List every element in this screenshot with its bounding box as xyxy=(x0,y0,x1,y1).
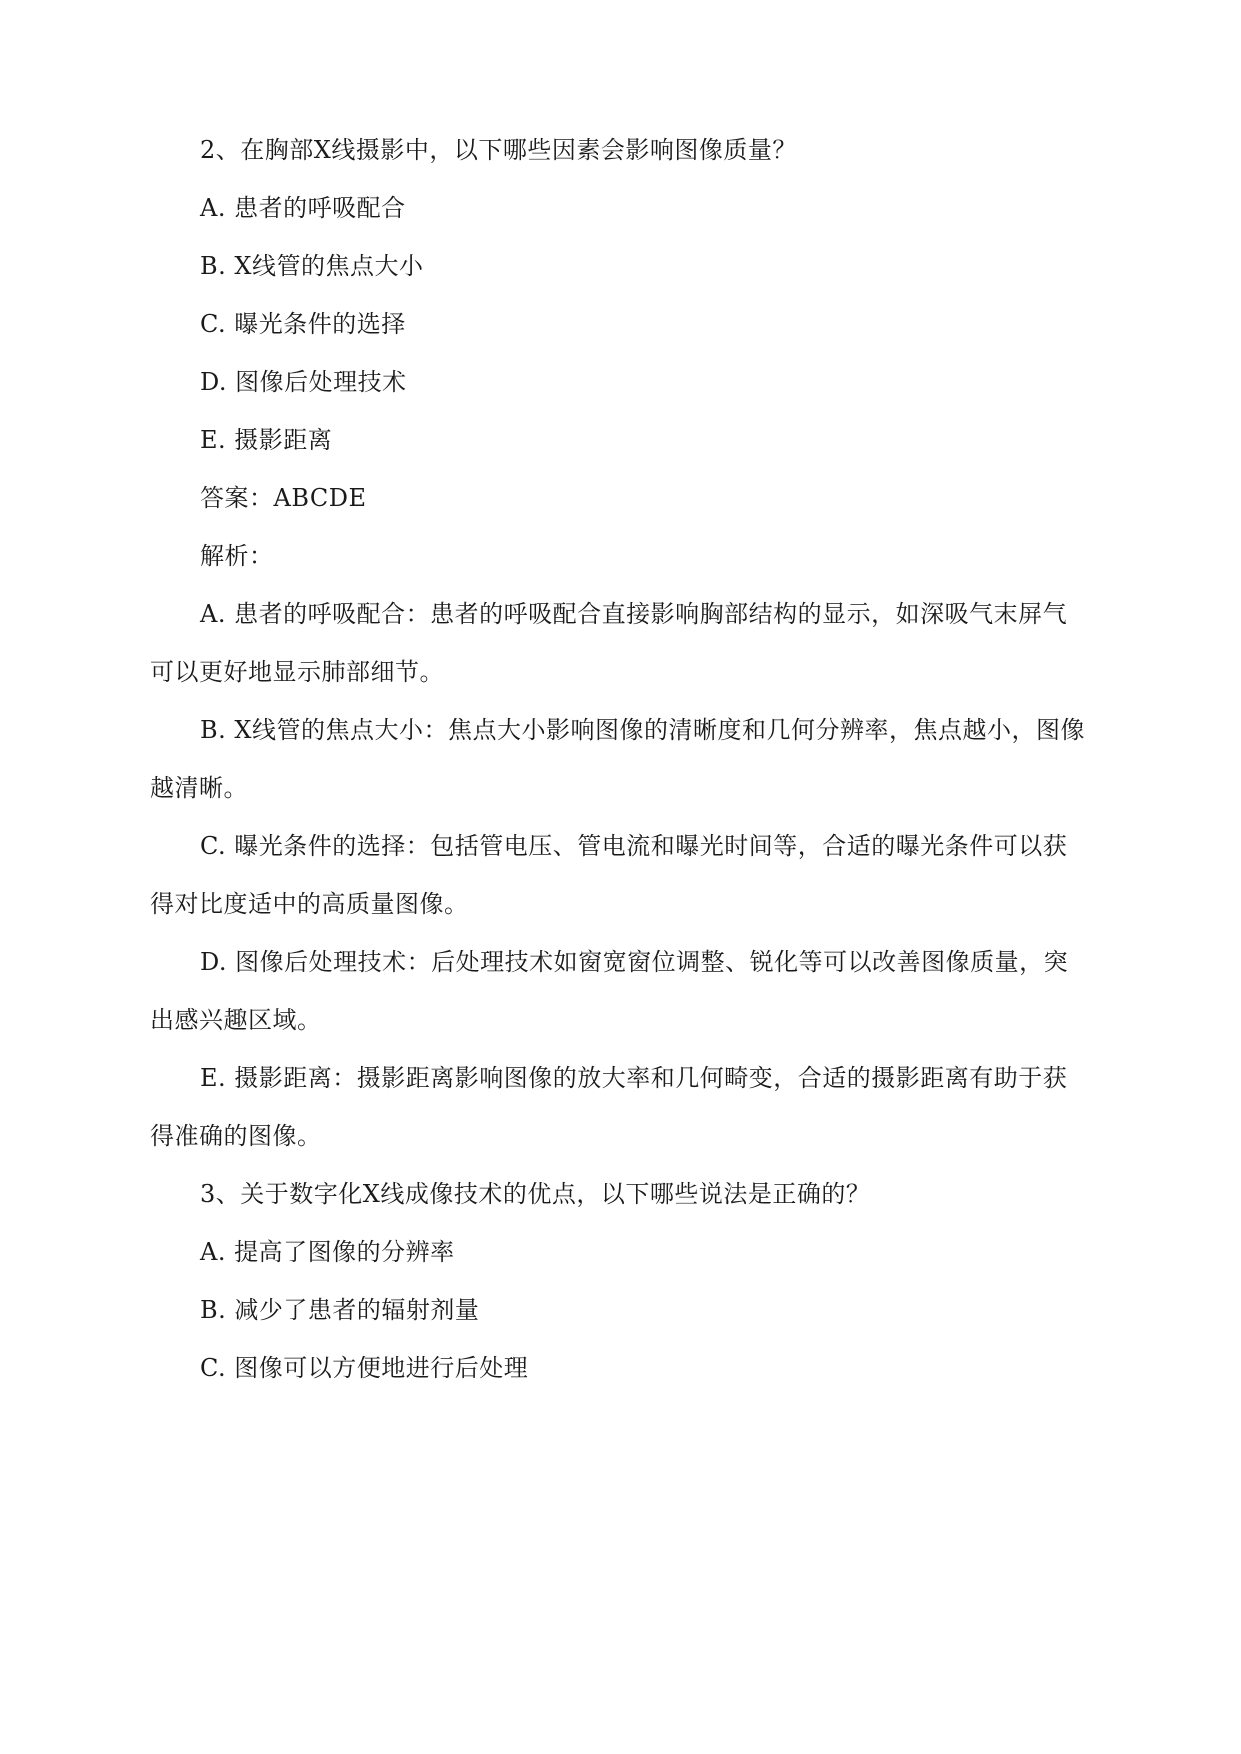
q3-question: 3、关于数字化X线成像技术的优点，以下哪些说法是正确的？ xyxy=(200,1180,871,1208)
q2-option-e: E. 摄影距离 xyxy=(200,426,333,454)
q2-analysis-e-line2: 得准确的图像。 xyxy=(150,1122,322,1150)
q3-option-c: C. 图像可以方便地进行后处理 xyxy=(200,1354,529,1382)
q2-answer: 答案：ABCDE xyxy=(200,484,367,512)
q3-option-a: A. 提高了图像的分辨率 xyxy=(200,1238,455,1266)
q2-analysis-label: 解析： xyxy=(200,542,274,570)
q2-analysis-e-line1: E. 摄影距离：摄影距离影响图像的放大率和几何畸变，合适的摄影距离有助于获 xyxy=(200,1064,1068,1092)
q2-analysis-b-line1: B. X线管的焦点大小：焦点大小影响图像的清晰度和几何分辨率，焦点越小，图像 xyxy=(200,716,1085,744)
q2-analysis-d-line1: D. 图像后处理技术：后处理技术如窗宽窗位调整、锐化等可以改善图像质量，突 xyxy=(200,948,1069,976)
q3-option-b: B. 减少了患者的辐射剂量 xyxy=(200,1296,480,1324)
q2-analysis-a-line1: A. 患者的呼吸配合：患者的呼吸配合直接影响胸部结构的显示，如深吸气末屏气 xyxy=(200,600,1068,628)
q2-option-a: A. 患者的呼吸配合 xyxy=(200,194,406,222)
q2-option-c: C. 曝光条件的选择 xyxy=(200,310,406,338)
q2-analysis-c-line1: C. 曝光条件的选择：包括管电压、管电流和曝光时间等，合适的曝光条件可以获 xyxy=(200,832,1068,860)
q2-analysis-b-line2: 越清晰。 xyxy=(150,774,248,802)
q2-analysis-c-line2: 得对比度适中的高质量图像。 xyxy=(150,890,469,918)
q2-question: 2、在胸部X线摄影中，以下哪些因素会影响图像质量？ xyxy=(200,136,797,164)
q2-analysis-a-line2: 可以更好地显示肺部细节。 xyxy=(150,658,444,686)
q2-analysis-d-line2: 出感兴趣区域。 xyxy=(150,1006,322,1034)
q2-option-d: D. 图像后处理技术 xyxy=(200,368,407,396)
q2-option-b: B. X线管的焦点大小 xyxy=(200,252,424,280)
